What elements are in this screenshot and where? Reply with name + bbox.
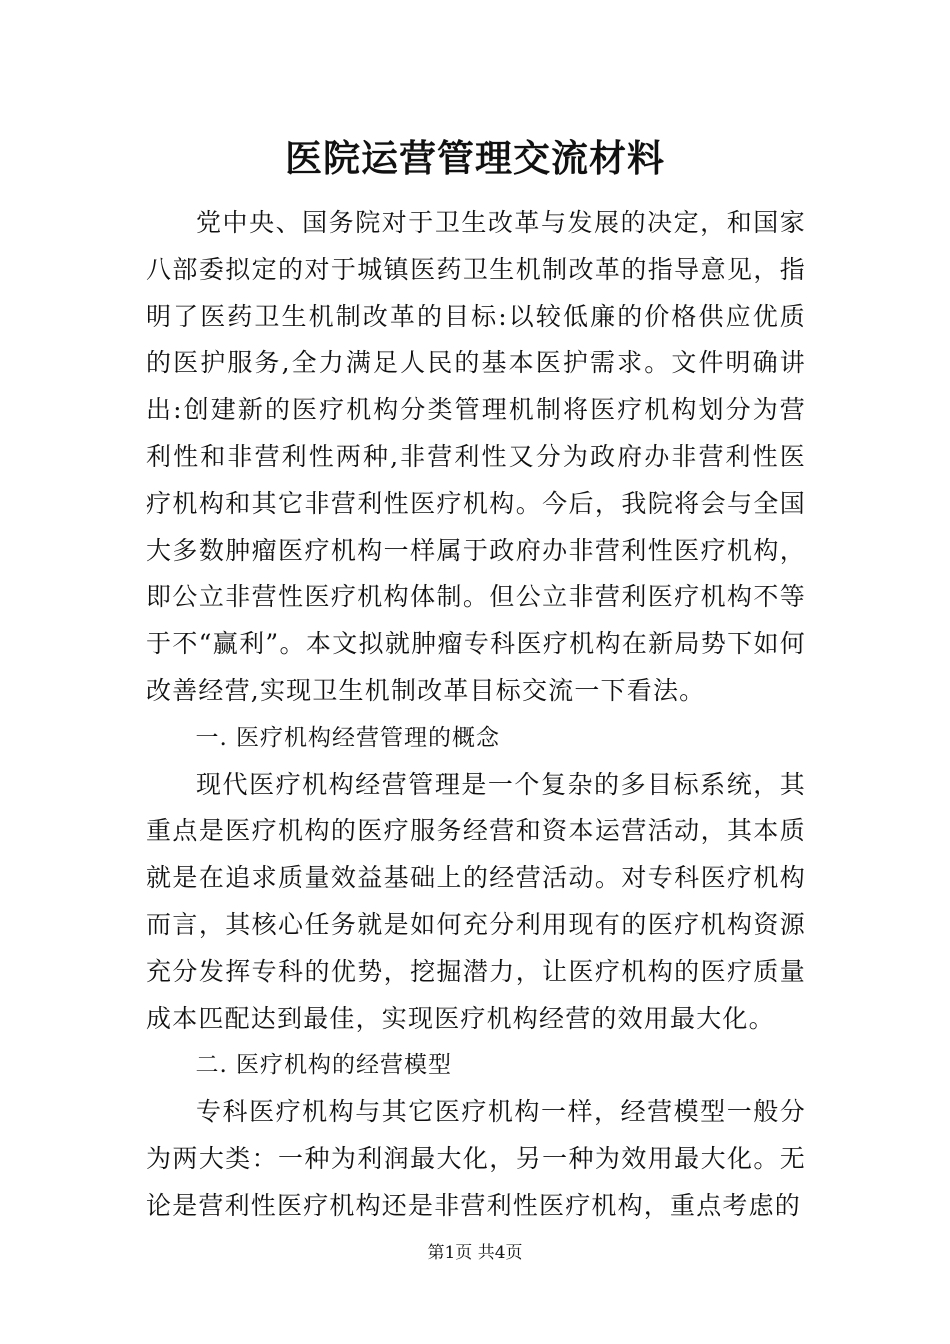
document-body: [146, 200, 806, 1230]
paragraph-concept: 现代医疗机构经营管理是一个复杂的多目标系统，其重点是医疗机构的医疗服务经营和资本运营活动，其本质就是在追求质量效益基础上的经营活动。对专科医疗机构而言，其核心任务就是如何充分利用现有的医疗机构资源充分发挥专科的优势，挖掘潜力，让医疗机构的医疗质量成本匹配达到最佳，实现医疗机构经营的效用最大化。: [146, 769, 806, 1033]
page-footer: 第1页 共4页: [427, 1243, 523, 1263]
section-heading-1: 一. 医疗机构经营管理的概念: [195, 724, 501, 751]
paragraph-intro: 党中央、国务院对于卫生改革与发展的决定，和国家八部委拟定的对于城镇医药卫生机制改革的指导意见，指明了医药卫生机制改革的目标:以较低廉的价格供应优质的医护服务,全力满足人民的基本医护需求。文件明确讲出:创建新的医疗机构分类管理机制将医疗机构划分为营利性和非营利性两种,非营利性又分为政府办非营利性医疗机构和其它非营利性医疗机构。今后，我院将会与全国大多数肿瘤医疗机构一样属于政府办非营利性医疗机构，即公立非营性医疗机构体制。但公立非营利医疗机构不等于不“赢利”。本文拟就肿瘤专科医疗机构在新局势下如何改善经营,实现卫生机制改革目标交流一下看法。: [146, 208, 806, 705]
section-heading-2: 二. 医疗机构的经营模型: [195, 1052, 453, 1079]
document-title: 医院运营管理交流材料: [285, 136, 665, 180]
paragraph-model: 专科医疗机构与其它医疗机构一样，经营模型一般分为两大类：一种为利润最大化，另一种为效用最大化。无论是营利性医疗机构还是非营利性医疗机构，重点考虑的: [146, 1097, 806, 1220]
